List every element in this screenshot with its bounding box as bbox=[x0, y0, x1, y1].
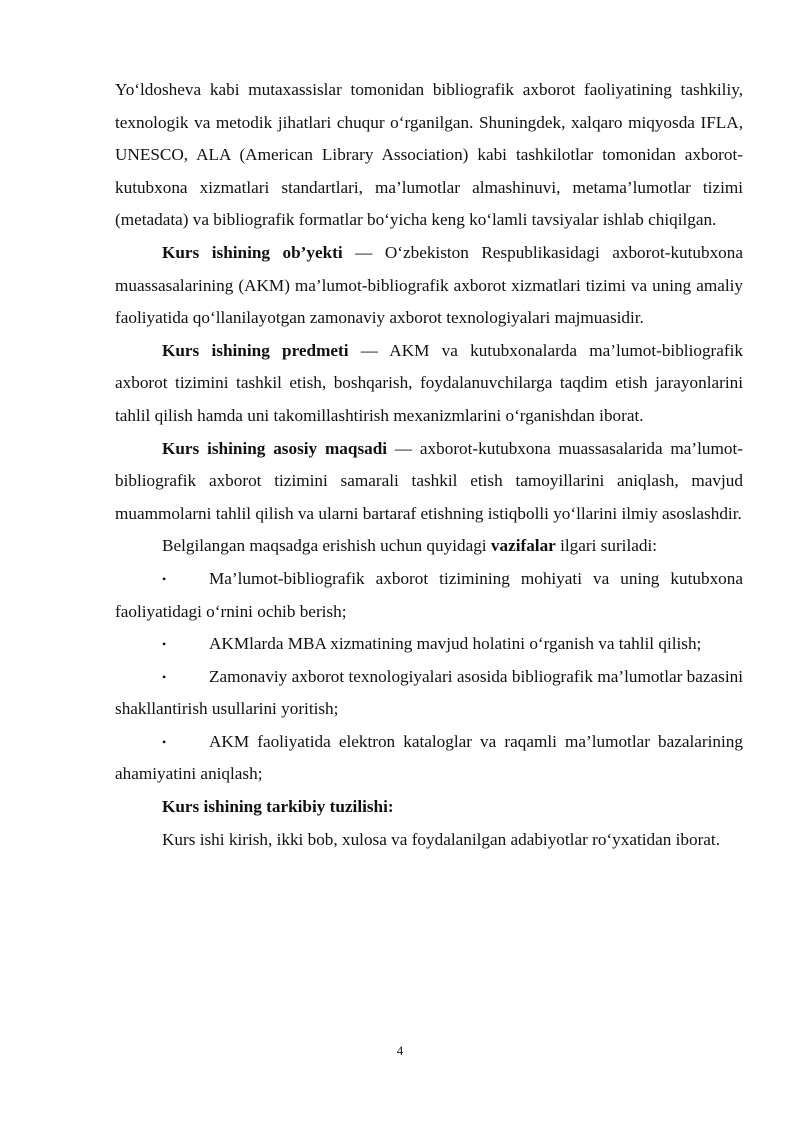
tasks-intro-after: ilgari suriladi: bbox=[555, 536, 658, 556]
task-item bbox=[115, 661, 743, 726]
bullet-icon: • bbox=[162, 669, 167, 684]
task-item bbox=[115, 628, 743, 661]
object-text: — O‘zbekiston Respublikasidagi axborot-kutubxona muassasalarining (AKM) ma’lumot-bibliografik axborot xizmatlari tizimi va uning amaliy faoliyatida qo‘llanilayotgan zamonaviy axborot texnologiyalari majmuasidir. bbox=[115, 242, 744, 328]
object-paragraph bbox=[115, 237, 743, 335]
structure-heading: Kurs ishining tarkibiy tuzilishi: bbox=[162, 797, 394, 817]
task-text: AKM faoliyatida elektron kataloglar va raqamli ma’lumotlar bazalarining ahamiyatini aniqlash; bbox=[115, 731, 743, 784]
subject-paragraph bbox=[115, 335, 743, 433]
document-body bbox=[115, 74, 743, 856]
subject-label: Kurs ishining predmeti bbox=[162, 340, 349, 360]
task-text: Ma’lumot-bibliografik axborot tizimining mohiyati va uning kutubxona faoliyatidagi o‘rnini ochib berish; bbox=[115, 568, 743, 621]
bullet-icon: • bbox=[162, 571, 167, 586]
intro-paragraph: Yo‘ldosheva kabi mutaxassislar tomonidan bibliografik axborot faoliyatining tashkiliy, texnologik va metodik jihatlari chuqur o‘rganilgan. Shuningdek, xalqaro miqyosda IFLA, UNESCO, ALA (American Library Association) kabi tashkilotlar tomonidan axborot-kutubxona xizmatlari standartlari, ma’lumotlar almashinuvi, metama’lumotlar tizimi (metadata) va bibliografik formatlar bo‘yicha keng ko‘lamli tavsiyalar ishlab chiqilgan. bbox=[115, 80, 743, 230]
task-text: Zamonaviy axborot texnologiyalari asosida bibliografik ma’lumotlar bazasini shakllantirish usullarini yoritish; bbox=[115, 666, 743, 719]
goal-paragraph bbox=[115, 433, 743, 531]
tasks-intro-before: Belgilangan maqsadga erishish uchun quyidagi bbox=[162, 536, 491, 556]
structure-paragraph: Kurs ishi kirish, ikki bob, xulosa va foydalanilgan adabiyotlar ro‘yxatidan iborat. bbox=[162, 829, 720, 849]
bullet-icon: • bbox=[162, 637, 167, 652]
task-item bbox=[115, 726, 743, 791]
object-label: Kurs ishining ob’yekti bbox=[162, 242, 343, 262]
task-text: AKMlarda MBA xizmatining mavjud holatini o‘rganish va tahlil qilish; bbox=[209, 634, 702, 654]
goal-label: Kurs ishining asosiy maqsadi bbox=[162, 438, 388, 458]
page-number: 4 bbox=[396, 1043, 404, 1058]
tasks-intro-bold: vazifalar bbox=[490, 536, 556, 556]
subject-text: — AKM va kutubxonalarda ma’lumot-bibliografik axborot tizimini tashkil etish, boshqarish, foydalanuvchilarga taqdim etish jarayonlarini tahlil qilish hamda uni takomillashtirish mexanizmlarini o‘rganishdan iborat. bbox=[115, 340, 743, 425]
task-item bbox=[115, 563, 743, 628]
goal-text: — axborot-kutubxona muassasalarida ma’lumot-bibliografik axborot tizimini samarali tashkil etish tamoyillarini aniqlash, mavjud muammolarni tahlil qilish va ularni bartaraf etishning istiqbolli yo‘llarini ilmiy asoslashdir. bbox=[115, 438, 743, 523]
bullet-icon: • bbox=[162, 734, 167, 749]
tasks-intro-paragraph bbox=[115, 530, 743, 563]
